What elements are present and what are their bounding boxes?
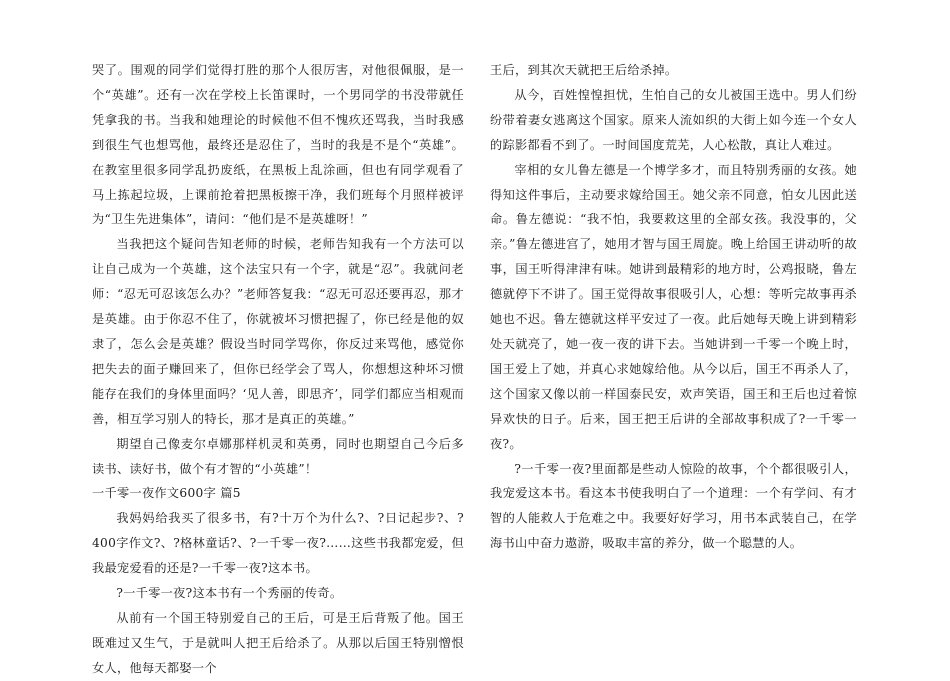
- left-paragraph-6: 从前有一个国王特别爱自己的王后，可是王后背叛了他。国王既难过又生气，于是就叫人把王后给杀了。从那以后国王特别憎恨女人，他每天都娶一个: [92, 610, 464, 675]
- section-heading: 一千零一夜作文600字 篇5: [92, 486, 241, 501]
- right-paragraph-4: ?一千零一夜?里面都是些动人惊险的故事，个个都很吸引人，我宠爱这本书。看这本书使我明白了一个道理：一个有学问、有才智的人能救人于危难之中。我要好好学习，用书本武装自己，在学海书山中奋力遨游，吸取丰富的养分，做一个聪慧的人。: [490, 461, 857, 551]
- left-paragraph-3: 期望自己像麦尔卓娜那样机灵和英勇，同时也期望自己今后多读书、读好书，做个有才智的“小英雄”！: [92, 436, 464, 476]
- left-paragraph-1: 哭了。围观的同学们觉得打胜的那个人很厉害，对他很佩服，是一个“英雄”。还有一次在学校上长笛课时，一个男同学的书没带就任凭拿我的书。当我和她理论的时候他不但不愧疚还骂我，当时我感到很生气也想骂他，最终还是忍住了，当时的我是不是个“英雄”。在教室里很多同学乱扔废纸，在黑板上乱涂画，但也有同学观看了马上拣起垃圾，上课前抢着把黑板擦干净，我们班每个月照样被评为“卫生先进集体”，请问：“他们是不是英雄呀！”: [92, 63, 464, 227]
- right-column: [490, 58, 857, 556]
- left-paragraph-4: 我妈妈给我买了很多书，有?十万个为什么?、?日记起步?、?400字作文?、?格林童话?、?一千零一夜?……这些书我都宠爱，但我最宠爱看的还是?一千零一夜?这本书。: [92, 511, 464, 576]
- left-paragraph-5: ?一千零一夜?这本书有一个秀丽的传奇。: [116, 586, 343, 601]
- left-paragraph-2: 当我把这个疑问告知老师的时候，老师告知我有一个方法可以让自己成为一个英雄，这个法宝只有一个字，就是“忍”。我就问老师：“忍无可忍该怎么办？”老师答复我：“忍无可忍还要再忍，那才是英雄。由于你忍不住了，你就被坏习惯把握了，你已经是他的奴隶了，怎么会是英雄？假设当时同学骂你，你反过来骂他，感觉你把失去的面子赚回来了，但你已经学会了骂人，你想想这种坏习惯能存在我们的身体里面吗？‘见人善，即思齐’，同学们都应当相观而善，相互学习别人的特长，那才是真正的英雄。”: [92, 237, 464, 426]
- left-column: [92, 58, 464, 681]
- right-paragraph-3: 宰相的女儿鲁左德是一个博学多才，而且特别秀丽的女孩。她得知这件事后，主动要求嫁给国王。她父亲不同意，怕女儿因此送命。鲁左德说：“我不怕，我要救这里的全部女孩。我没事的，父亲。”鲁左德进宫了，她用才智与国王周旋。晚上给国王讲动听的故事，国王听得津津有味。她讲到最精彩的地方时，公鸡报晓，鲁左德就停下不讲了。国王觉得故事很吸引人，心想：等听完故事再杀她也不迟。鲁左德就这样平安过了一夜。此后她每天晚上讲到精彩处天就亮了，她一夜一夜的讲下去。当她讲到一千零一个晚上时，国王爱上了她，并真心求她嫁给他。从今以后，国王不再杀人了，这个国家又像以前一样国泰民安，欢声笑语，国王和王后也过着惊异欢快的日子。后来，国王把王后讲的全部故事积成了?一千零一夜?。: [490, 162, 857, 451]
- right-paragraph-2: 从今，百姓惶惶担忧，生怕自己的女儿被国王选中。男人们纷纷带着妻女逃离这个国家。原来人流如织的大街上如今连一个女人的踪影都看不到了。一时间国度荒芜，人心松散，真让人难过。: [490, 87, 857, 152]
- right-paragraph-1: 王后，到其次天就把王后给杀掉。: [490, 63, 678, 77]
